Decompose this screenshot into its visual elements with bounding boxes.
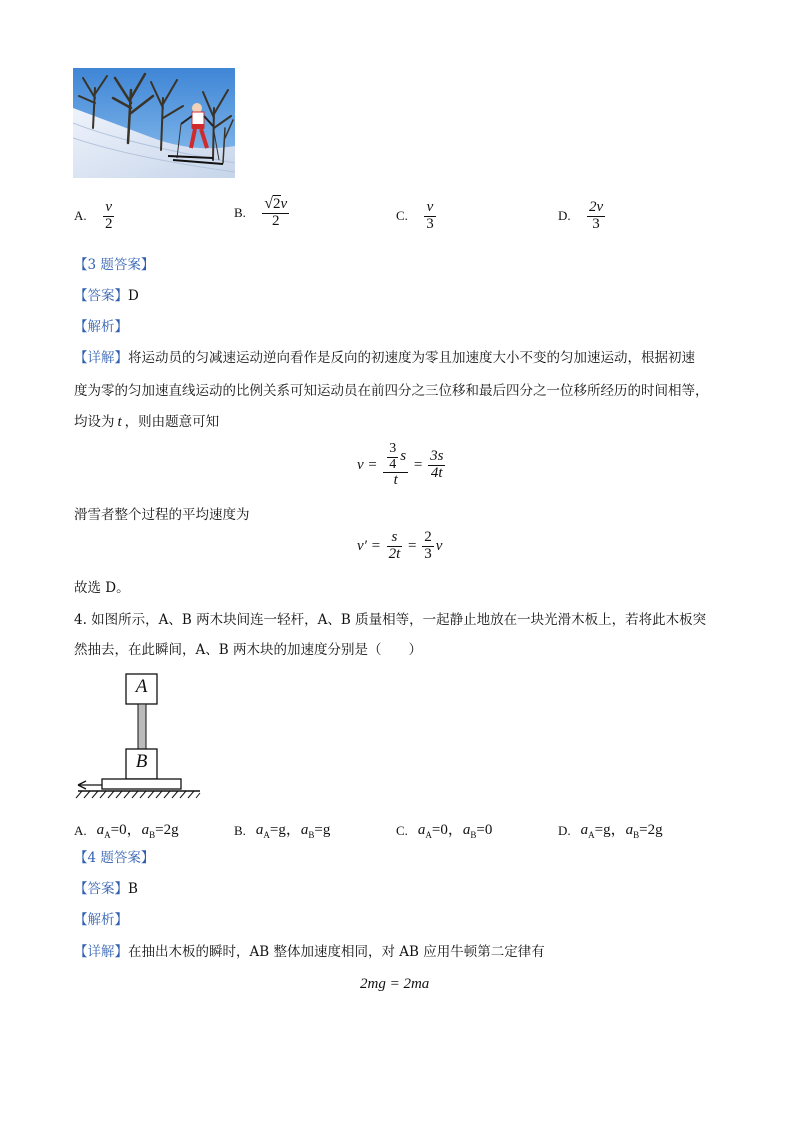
fraction: $\frac{s}{2t}$ (388, 529, 401, 562)
equation-newton: 2mg = 2ma (360, 976, 430, 992)
numerator: 2v (588, 199, 604, 215)
q4-option-d: D. $a_A=g$，$a_B=2g$ (558, 822, 663, 840)
q4-analysis-label: 【解析】 (74, 912, 128, 928)
conclusion: 故选 D。 (74, 580, 130, 596)
numerator: v (426, 199, 434, 215)
denominator: 2 (104, 215, 113, 232)
numerator: √2v (264, 195, 288, 212)
fraction: $\frac{2}{3}$ (424, 529, 432, 562)
denominator: 3 (592, 215, 600, 232)
q3-option-d (558, 200, 607, 233)
q3-option-a (74, 200, 116, 233)
q4-stem-line1: 4. 如图所示，A、B 两木块间连一轻杆，A、B 质量相等，一起静止地放在一块光滑木板上，若将此木板突 (74, 612, 707, 628)
q3-detail-line3: 均设为 t ，则由题意可知 (74, 414, 220, 430)
denominator: 3 (426, 215, 434, 232)
q3-answer: 【答案】D (74, 288, 139, 304)
q3-option-c (396, 200, 438, 233)
average-velocity-text: 滑雪者整个过程的平均速度为 (74, 507, 250, 523)
q4-answer: 【答案】B (74, 881, 138, 897)
q4-stem-line2: 然抽去，在此瞬间，A、B 两木块的加速度分别是（ ） (74, 642, 422, 658)
blocks-figure (74, 672, 204, 800)
equation-velocity: v = $\frac{3}{4}$ s t = $\frac{3s}{4t}$ (357, 441, 444, 489)
q4-answer-header: 【4 题答案】 (74, 850, 155, 866)
skier-photo (73, 68, 235, 178)
q3-answer-header: 【3 题答案】 (74, 257, 155, 273)
q4-option-a: A. $a_A=0$，$a_B=2g$ (74, 822, 179, 840)
option-label: B. (234, 204, 246, 220)
option-label: A. (74, 208, 87, 224)
denominator: 2 (271, 212, 280, 229)
q4-option-b: B. $a_A=g$，$a_B=g$ (234, 822, 331, 840)
q3-detail-line1: 【详解】将运动员的匀减速运动逆向看作是反向的初速度为零且加速度大小不变的匀加速运动，根据初速 (74, 350, 695, 366)
q3-option-b (234, 196, 291, 230)
numerator: v (105, 199, 113, 215)
fraction-main: $\frac{3}{4}$ s t (383, 442, 408, 489)
q4-option-c: C. $a_A=0$，$a_B=0$ (396, 822, 493, 840)
fraction-result: $\frac{3s}{4t}$ (430, 448, 444, 482)
block-a-label: A (135, 676, 148, 697)
q3-detail-line2: 度为零的匀加速直线运动的比例关系可知运动员在前四分之三位移和最后四分之一位移所经历的时间相等， (74, 383, 709, 399)
fraction (262, 196, 289, 230)
block-b-label: B (135, 751, 148, 772)
option-label: C. (396, 208, 408, 224)
fraction (103, 200, 115, 233)
equation-average-velocity: v′ = $\frac{s}{2t}$ = $\frac{2}{3}$ v (357, 529, 443, 562)
q3-analysis-label: 【解析】 (74, 319, 128, 335)
fraction (587, 200, 605, 233)
q4-detail: 【详解】在抽出木板的瞬时，AB 整体加速度相同，对 AB 应用牛顿第二定律有 (74, 944, 545, 960)
option-label: D. (558, 208, 571, 224)
fraction (424, 200, 436, 233)
